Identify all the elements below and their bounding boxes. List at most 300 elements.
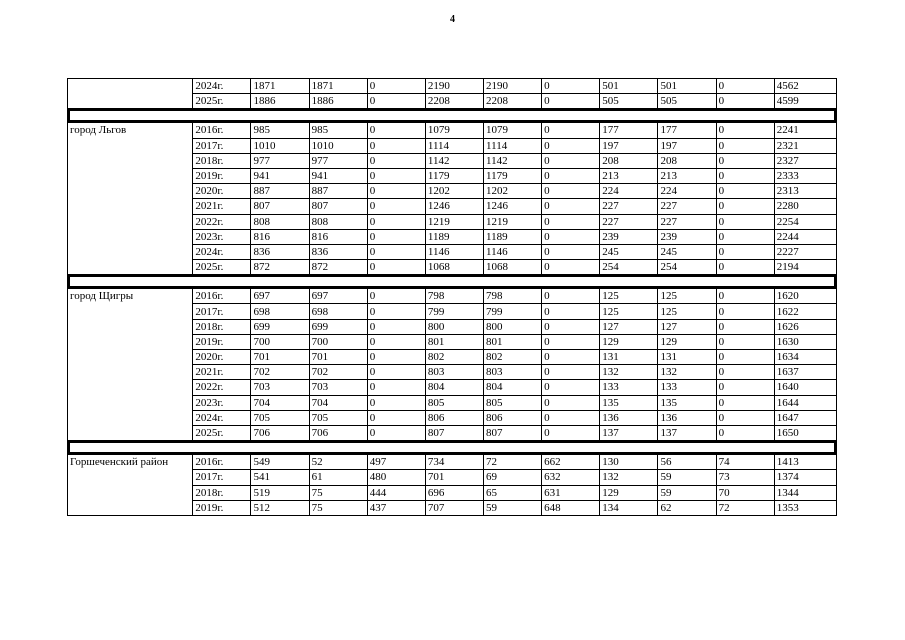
value-cell: 0 (542, 395, 600, 410)
value-cell: 808 (309, 214, 367, 229)
value-cell: 129 (600, 485, 658, 500)
table-row (68, 123, 837, 138)
value-cell: 734 (425, 455, 483, 470)
value-cell: 136 (600, 410, 658, 425)
value-cell: 1179 (425, 168, 483, 183)
value-cell: 802 (484, 350, 542, 365)
value-cell: 52 (309, 455, 367, 470)
value-cell: 75 (309, 500, 367, 515)
value-cell: 701 (425, 470, 483, 485)
value-cell: 1010 (309, 138, 367, 153)
value-cell: 177 (658, 123, 716, 138)
separator-row (68, 109, 837, 123)
value-cell: 700 (309, 334, 367, 349)
value-cell: 0 (716, 199, 774, 214)
value-cell: 254 (658, 260, 716, 275)
value-cell: 2321 (774, 138, 836, 153)
value-cell: 1114 (425, 138, 483, 153)
value-cell: 0 (367, 229, 425, 244)
year-cell: 2020г. (193, 350, 251, 365)
year-cell: 2024г. (193, 410, 251, 425)
value-cell: 245 (600, 244, 658, 259)
value-cell: 1189 (484, 229, 542, 244)
page-number: 4 (450, 14, 455, 25)
year-cell: 2023г. (193, 395, 251, 410)
table-row (68, 79, 837, 94)
year-cell: 2020г. (193, 184, 251, 199)
table-row (68, 455, 837, 470)
value-cell: 1626 (774, 319, 836, 334)
year-cell: 2025г. (193, 425, 251, 440)
value-cell: 444 (367, 485, 425, 500)
value-cell: 706 (309, 425, 367, 440)
value-cell: 0 (716, 319, 774, 334)
value-cell: 254 (600, 260, 658, 275)
year-cell: 2022г. (193, 380, 251, 395)
year-cell: 2025г. (193, 94, 251, 109)
value-cell: 1202 (425, 184, 483, 199)
value-cell: 662 (542, 455, 600, 470)
value-cell: 69 (484, 470, 542, 485)
value-cell: 703 (251, 380, 309, 395)
value-cell: 127 (658, 319, 716, 334)
value-cell: 0 (367, 168, 425, 183)
value-cell: 707 (425, 500, 483, 515)
value-cell: 0 (716, 138, 774, 153)
separator-bar (68, 275, 836, 288)
value-cell: 0 (542, 199, 600, 214)
value-cell: 2208 (425, 94, 483, 109)
value-cell: 1142 (425, 153, 483, 168)
value-cell: 702 (309, 365, 367, 380)
year-cell: 2017г. (193, 304, 251, 319)
value-cell: 631 (542, 485, 600, 500)
value-cell: 0 (542, 244, 600, 259)
value-cell: 73 (716, 470, 774, 485)
value-cell: 177 (600, 123, 658, 138)
value-cell: 2190 (484, 79, 542, 94)
value-cell: 1146 (484, 244, 542, 259)
value-cell: 72 (716, 500, 774, 515)
value-cell: 0 (716, 380, 774, 395)
value-cell: 941 (309, 168, 367, 183)
value-cell: 805 (484, 395, 542, 410)
value-cell: 75 (309, 485, 367, 500)
value-cell: 1353 (774, 500, 836, 515)
value-cell: 519 (251, 485, 309, 500)
value-cell: 806 (425, 410, 483, 425)
value-cell: 2227 (774, 244, 836, 259)
value-cell: 1068 (484, 260, 542, 275)
value-cell: 698 (309, 304, 367, 319)
value-cell: 2208 (484, 94, 542, 109)
value-cell: 224 (600, 184, 658, 199)
value-cell: 0 (716, 425, 774, 440)
value-cell: 541 (251, 470, 309, 485)
value-cell: 133 (658, 380, 716, 395)
value-cell: 801 (484, 334, 542, 349)
year-cell: 2018г. (193, 485, 251, 500)
value-cell: 480 (367, 470, 425, 485)
year-cell: 2019г. (193, 500, 251, 515)
year-cell: 2019г. (193, 334, 251, 349)
value-cell: 705 (251, 410, 309, 425)
value-cell: 0 (542, 168, 600, 183)
value-cell: 1871 (309, 79, 367, 94)
value-cell: 803 (425, 365, 483, 380)
value-cell: 1886 (251, 94, 309, 109)
value-cell: 1637 (774, 365, 836, 380)
value-cell: 0 (367, 319, 425, 334)
value-cell: 2313 (774, 184, 836, 199)
separator-bar (68, 109, 836, 122)
value-cell: 977 (309, 153, 367, 168)
value-cell: 1640 (774, 380, 836, 395)
value-cell: 0 (716, 365, 774, 380)
value-cell: 0 (367, 289, 425, 304)
region-name-cell: город Льгов (68, 123, 193, 275)
value-cell: 2190 (425, 79, 483, 94)
value-cell: 0 (542, 365, 600, 380)
value-cell: 245 (658, 244, 716, 259)
value-cell: 197 (600, 138, 658, 153)
value-cell: 208 (600, 153, 658, 168)
value-cell: 137 (600, 425, 658, 440)
value-cell: 0 (542, 304, 600, 319)
value-cell: 701 (251, 350, 309, 365)
value-cell: 704 (309, 395, 367, 410)
value-cell: 0 (542, 94, 600, 109)
value-cell: 197 (658, 138, 716, 153)
value-cell: 0 (367, 410, 425, 425)
value-cell: 549 (251, 455, 309, 470)
value-cell: 0 (716, 289, 774, 304)
year-cell: 2017г. (193, 138, 251, 153)
value-cell: 0 (367, 214, 425, 229)
value-cell: 816 (251, 229, 309, 244)
value-cell: 4562 (774, 79, 836, 94)
value-cell: 808 (251, 214, 309, 229)
value-cell: 0 (542, 289, 600, 304)
value-cell: 703 (309, 380, 367, 395)
value-cell: 0 (542, 138, 600, 153)
value-cell: 2241 (774, 123, 836, 138)
value-cell: 985 (309, 123, 367, 138)
value-cell: 0 (367, 94, 425, 109)
value-cell: 2327 (774, 153, 836, 168)
value-cell: 1142 (484, 153, 542, 168)
value-cell: 0 (542, 319, 600, 334)
value-cell: 0 (716, 334, 774, 349)
year-cell: 2018г. (193, 319, 251, 334)
value-cell: 239 (658, 229, 716, 244)
value-cell: 648 (542, 500, 600, 515)
value-cell: 224 (658, 184, 716, 199)
value-cell: 798 (425, 289, 483, 304)
year-cell: 2016г. (193, 123, 251, 138)
value-cell: 501 (600, 79, 658, 94)
table-row (68, 289, 837, 304)
value-cell: 239 (600, 229, 658, 244)
value-cell: 0 (716, 410, 774, 425)
value-cell: 0 (367, 79, 425, 94)
value-cell: 0 (542, 79, 600, 94)
value-cell: 802 (425, 350, 483, 365)
year-cell: 2023г. (193, 229, 251, 244)
value-cell: 497 (367, 455, 425, 470)
value-cell: 0 (367, 199, 425, 214)
value-cell: 2254 (774, 214, 836, 229)
value-cell: 632 (542, 470, 600, 485)
value-cell: 59 (658, 485, 716, 500)
value-cell: 227 (600, 199, 658, 214)
value-cell: 807 (251, 199, 309, 214)
year-cell: 2021г. (193, 365, 251, 380)
value-cell: 872 (309, 260, 367, 275)
value-cell: 1079 (484, 123, 542, 138)
value-cell: 1620 (774, 289, 836, 304)
value-cell: 72 (484, 455, 542, 470)
value-cell: 0 (367, 425, 425, 440)
value-cell: 0 (367, 304, 425, 319)
value-cell: 0 (542, 260, 600, 275)
value-cell: 804 (425, 380, 483, 395)
year-cell: 2025г. (193, 260, 251, 275)
value-cell: 0 (716, 79, 774, 94)
value-cell: 74 (716, 455, 774, 470)
value-cell: 2280 (774, 199, 836, 214)
year-cell: 2017г. (193, 470, 251, 485)
value-cell: 985 (251, 123, 309, 138)
value-cell: 512 (251, 500, 309, 515)
value-cell: 137 (658, 425, 716, 440)
year-cell: 2016г. (193, 455, 251, 470)
value-cell: 699 (309, 319, 367, 334)
value-cell: 806 (484, 410, 542, 425)
value-cell: 1647 (774, 410, 836, 425)
value-cell: 125 (600, 289, 658, 304)
year-cell: 2019г. (193, 168, 251, 183)
value-cell: 227 (600, 214, 658, 229)
value-cell: 132 (658, 365, 716, 380)
value-cell: 501 (658, 79, 716, 94)
value-cell: 698 (251, 304, 309, 319)
value-cell: 0 (542, 350, 600, 365)
value-cell: 0 (716, 229, 774, 244)
value-cell: 131 (658, 350, 716, 365)
value-cell: 702 (251, 365, 309, 380)
separator-row (68, 441, 837, 455)
value-cell: 134 (600, 500, 658, 515)
value-cell: 706 (251, 425, 309, 440)
value-cell: 0 (716, 350, 774, 365)
value-cell: 505 (658, 94, 716, 109)
value-cell: 0 (542, 214, 600, 229)
value-cell: 132 (600, 470, 658, 485)
value-cell: 1219 (484, 214, 542, 229)
value-cell: 0 (542, 229, 600, 244)
year-cell: 2021г. (193, 199, 251, 214)
value-cell: 125 (658, 289, 716, 304)
value-cell: 1644 (774, 395, 836, 410)
value-cell: 0 (716, 304, 774, 319)
value-cell: 0 (367, 184, 425, 199)
value-cell: 799 (484, 304, 542, 319)
value-cell: 1622 (774, 304, 836, 319)
value-cell: 800 (484, 319, 542, 334)
value-cell: 1374 (774, 470, 836, 485)
value-cell: 65 (484, 485, 542, 500)
value-cell: 132 (600, 365, 658, 380)
value-cell: 0 (716, 94, 774, 109)
value-cell: 1146 (425, 244, 483, 259)
value-cell: 798 (484, 289, 542, 304)
region-name-cell: город Щигры (68, 289, 193, 441)
value-cell: 0 (367, 244, 425, 259)
population-table (67, 78, 837, 516)
value-cell: 0 (542, 334, 600, 349)
value-cell: 125 (600, 304, 658, 319)
value-cell: 129 (658, 334, 716, 349)
value-cell: 0 (367, 365, 425, 380)
year-cell: 2016г. (193, 289, 251, 304)
value-cell: 697 (251, 289, 309, 304)
value-cell: 1246 (425, 199, 483, 214)
value-cell: 0 (716, 214, 774, 229)
value-cell: 0 (367, 380, 425, 395)
value-cell: 807 (484, 425, 542, 440)
value-cell: 799 (425, 304, 483, 319)
value-cell: 135 (658, 395, 716, 410)
value-cell: 1010 (251, 138, 309, 153)
value-cell: 801 (425, 334, 483, 349)
value-cell: 0 (367, 138, 425, 153)
value-cell: 704 (251, 395, 309, 410)
value-cell: 2194 (774, 260, 836, 275)
value-cell: 701 (309, 350, 367, 365)
value-cell: 805 (425, 395, 483, 410)
value-cell: 887 (251, 184, 309, 199)
value-cell: 0 (367, 260, 425, 275)
value-cell: 807 (425, 425, 483, 440)
value-cell: 437 (367, 500, 425, 515)
value-cell: 1413 (774, 455, 836, 470)
value-cell: 697 (309, 289, 367, 304)
year-cell: 2024г. (193, 244, 251, 259)
value-cell: 872 (251, 260, 309, 275)
value-cell: 213 (600, 168, 658, 183)
value-cell: 1650 (774, 425, 836, 440)
value-cell: 0 (367, 395, 425, 410)
value-cell: 505 (600, 94, 658, 109)
value-cell: 836 (309, 244, 367, 259)
value-cell: 816 (309, 229, 367, 244)
value-cell: 0 (716, 260, 774, 275)
value-cell: 56 (658, 455, 716, 470)
value-cell: 131 (600, 350, 658, 365)
year-cell: 2022г. (193, 214, 251, 229)
value-cell: 0 (716, 244, 774, 259)
value-cell: 803 (484, 365, 542, 380)
year-cell: 2018г. (193, 153, 251, 168)
value-cell: 2244 (774, 229, 836, 244)
value-cell: 1114 (484, 138, 542, 153)
value-cell: 1634 (774, 350, 836, 365)
value-cell: 1344 (774, 485, 836, 500)
value-cell: 0 (542, 123, 600, 138)
value-cell: 1189 (425, 229, 483, 244)
value-cell: 208 (658, 153, 716, 168)
value-cell: 0 (716, 123, 774, 138)
value-cell: 700 (251, 334, 309, 349)
value-cell: 977 (251, 153, 309, 168)
value-cell: 0 (716, 168, 774, 183)
value-cell: 2333 (774, 168, 836, 183)
region-name-cell (68, 79, 193, 109)
value-cell: 0 (367, 350, 425, 365)
value-cell: 70 (716, 485, 774, 500)
value-cell: 696 (425, 485, 483, 500)
value-cell: 62 (658, 500, 716, 515)
value-cell: 941 (251, 168, 309, 183)
value-cell: 699 (251, 319, 309, 334)
value-cell: 133 (600, 380, 658, 395)
value-cell: 59 (484, 500, 542, 515)
value-cell: 127 (600, 319, 658, 334)
value-cell: 129 (600, 334, 658, 349)
value-cell: 0 (542, 425, 600, 440)
year-cell: 2024г. (193, 79, 251, 94)
value-cell: 1871 (251, 79, 309, 94)
value-cell: 836 (251, 244, 309, 259)
value-cell: 1246 (484, 199, 542, 214)
value-cell: 227 (658, 199, 716, 214)
value-cell: 0 (716, 184, 774, 199)
value-cell: 61 (309, 470, 367, 485)
value-cell: 1079 (425, 123, 483, 138)
value-cell: 0 (716, 153, 774, 168)
value-cell: 0 (542, 153, 600, 168)
value-cell: 135 (600, 395, 658, 410)
value-cell: 125 (658, 304, 716, 319)
value-cell: 59 (658, 470, 716, 485)
region-name-cell: Горшеченский район (68, 455, 193, 516)
value-cell: 1219 (425, 214, 483, 229)
value-cell: 0 (367, 334, 425, 349)
value-cell: 1630 (774, 334, 836, 349)
value-cell: 213 (658, 168, 716, 183)
value-cell: 807 (309, 199, 367, 214)
value-cell: 887 (309, 184, 367, 199)
value-cell: 1202 (484, 184, 542, 199)
value-cell: 0 (542, 410, 600, 425)
value-cell: 804 (484, 380, 542, 395)
value-cell: 227 (658, 214, 716, 229)
value-cell: 0 (367, 153, 425, 168)
value-cell: 1886 (309, 94, 367, 109)
value-cell: 136 (658, 410, 716, 425)
value-cell: 4599 (774, 94, 836, 109)
value-cell: 800 (425, 319, 483, 334)
value-cell: 130 (600, 455, 658, 470)
value-cell: 0 (542, 380, 600, 395)
value-cell: 0 (716, 395, 774, 410)
value-cell: 0 (542, 184, 600, 199)
value-cell: 0 (367, 123, 425, 138)
value-cell: 1179 (484, 168, 542, 183)
separator-row (68, 275, 837, 289)
value-cell: 1068 (425, 260, 483, 275)
